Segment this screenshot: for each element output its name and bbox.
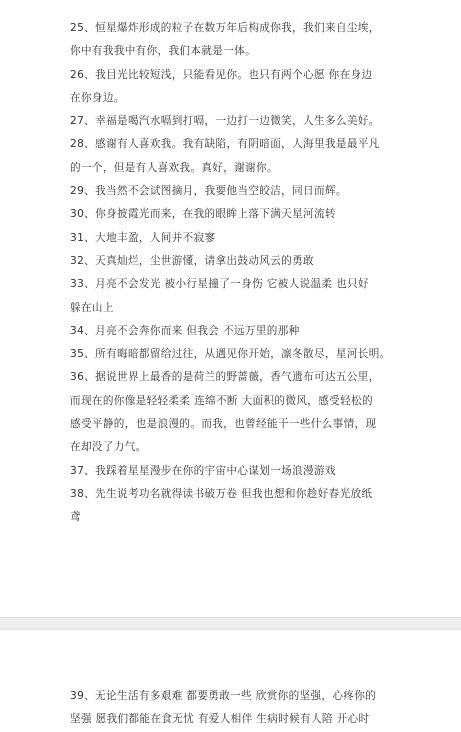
page-1-text-block [70, 17, 410, 530]
text-line: 躲在山上 [70, 301, 114, 314]
text-line: 35、所有晦暗都留给过往，从遇见你开始，凛冬散尽，星河长明。 [70, 348, 391, 361]
page-break [0, 617, 461, 630]
text-line: 在你身边。 [70, 91, 125, 104]
text-line: 感受平静的，也是浪漫的。而我，也曾经能干一些什么事情，现 [70, 418, 377, 431]
text-line: 坚强 愿我们都能在食无忧 有爱人相伴 生病时候有人陪 开心时 [70, 713, 370, 726]
text-line: 37、我踩着星星漫步在你的宇宙中心谋划一场浪漫游戏 [70, 464, 336, 477]
text-line: 31、大地丰盈，人间并不寂寥 [70, 231, 216, 244]
text-line: 29、我当然不会试图摘月，我要他当空皎洁，同日而辉。 [70, 185, 347, 198]
text-line: 30、你身披霞光而来，在我的眼眸上落下满天星河流转 [70, 208, 336, 221]
text-line: 而现在的你像是轻轻柔柔 连绵不断 大面积的微风，感受轻松的 [70, 394, 373, 407]
text-line: 38、先生说考功名就得读书破万卷 但我也想和你趁好春光放纸 [70, 487, 373, 500]
text-line: 25、恒星爆炸形成的粒子在数万年后构成你我，我们来自尘埃， [70, 22, 380, 34]
text-line: 28、感谢有人喜欢我。我有缺陷，有阴暗面，人海里我是最平凡 [70, 138, 380, 151]
text-line: 36、据说世界上最香的是荷兰的野蔷薇，香气遗布可达五公里， [70, 371, 380, 384]
text-line: 的一个，但是有人喜欢我。真好，谢谢你。 [70, 161, 278, 174]
document-page-2 [0, 630, 461, 725]
text-line: 在却没了力气。 [70, 441, 147, 454]
text-line: 鸢 [70, 511, 81, 524]
text-line: 32、天真灿烂，尘世游懂，请拿出鼓动风云的勇敢 [70, 254, 314, 267]
text-line: 39、无论生活有多艰难 都要勇敢一些 欣赏你的坚强，心疼你的 [70, 690, 377, 702]
text-line: 33、月亮不会发光 被小行星撞了一身伤 它被人说温柔 也只好 [70, 278, 369, 291]
text-line: 你中有我我中有你，我们本就是一体。 [70, 45, 257, 58]
text-line: 26、我目光比较短浅，只能看见你。也只有两个心愿 你在身边 [70, 68, 373, 81]
text-line: 34、月亮不会奔你而来 但我会 不远万里的那种 [70, 324, 300, 337]
text-line: 27、幸福是喝汽水嗝到打嗝，一边打一边微笑，人生多么美好。 [70, 115, 380, 128]
